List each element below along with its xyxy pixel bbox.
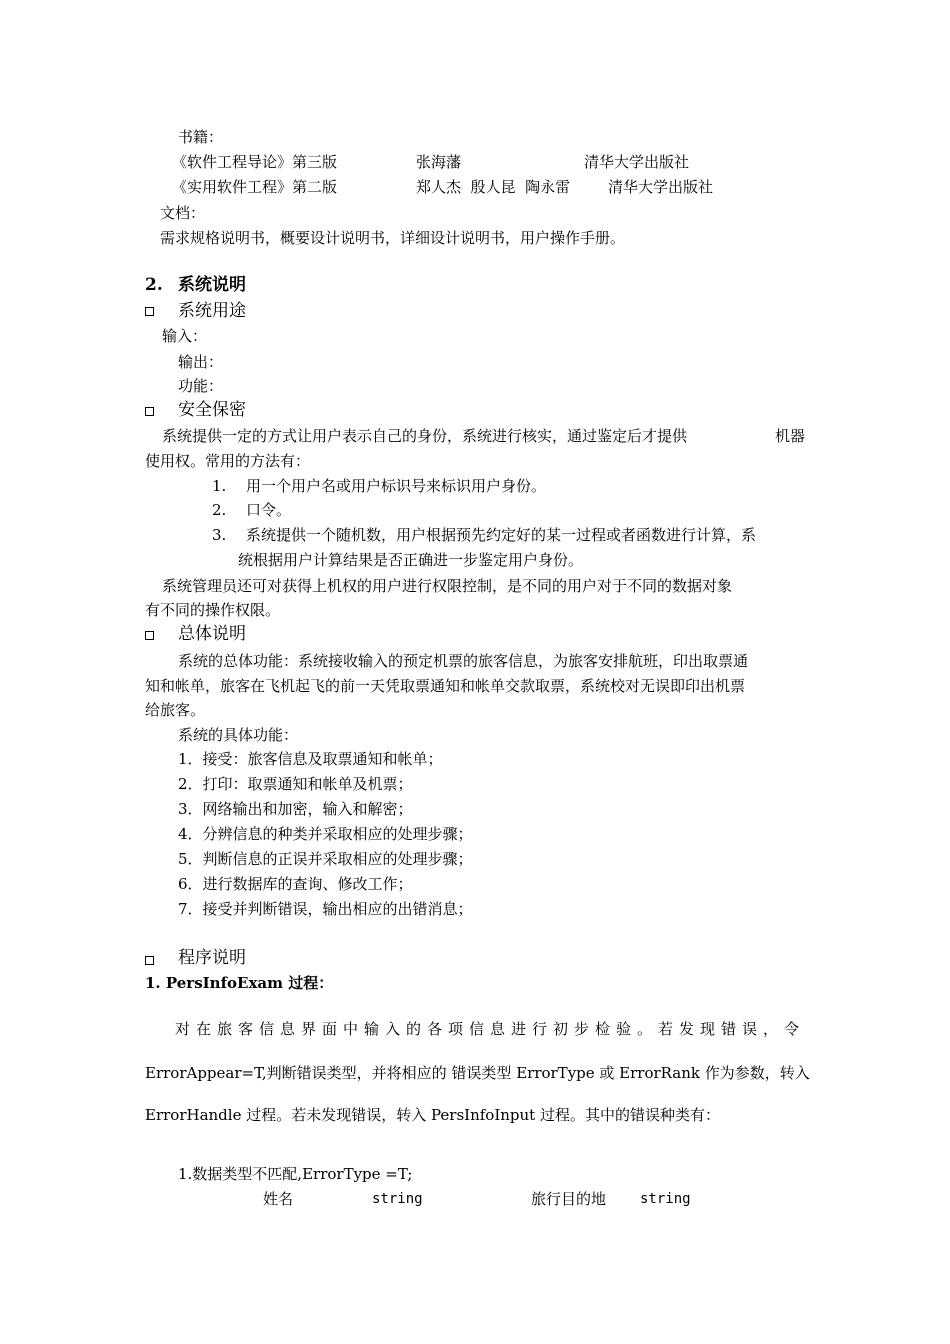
overview-para-line3: 给旅客。	[145, 701, 206, 719]
function-item: 1．接受：旅客信息及取票通知和帐单；	[178, 750, 443, 768]
overview-title: 总体说明	[178, 624, 246, 644]
overview-para-line2: 知和帐单，旅客在飞机起飞的前一天凭取票通知和帐单交款取票，系统校对无误即印出机票	[145, 677, 746, 695]
book2-publisher: 清华大学出版社	[608, 178, 714, 196]
field-type: string	[372, 1191, 423, 1207]
book2-author: 郑人杰 殷人昆 陶永雷	[416, 178, 571, 196]
overview-para-line1: 系统的总体功能：系统接收输入的预定机票的旅客信息，为旅客安排航班，印出取票通	[178, 652, 749, 670]
program-para-line1: 对在旅客信息界面中输入的各项信息进行初步检验。若发现错误，令	[175, 1020, 806, 1038]
square-bullet-icon	[145, 307, 154, 316]
security-intro-line2: 使用权。常用的方法有：	[145, 452, 311, 470]
method-number: 1.	[212, 477, 227, 495]
section-title: 系统说明	[178, 275, 246, 295]
field-type: string	[640, 1191, 691, 1207]
admin-line2: 有不同的操作权限。	[145, 601, 281, 619]
specific-functions-label: 系统的具体功能：	[178, 726, 299, 744]
book2-title: 《实用软件工程》第二版	[172, 178, 338, 196]
admin-line1: 系统管理员还可对获得上机权的用户进行权限控制，是不同的用户对于不同的数据对象	[162, 577, 733, 595]
book1-title: 《软件工程导论》第三版	[172, 153, 338, 171]
docs-text: 需求规格说明书，概要设计说明书，详细设计说明书，用户操作手册。	[160, 229, 626, 247]
book1-publisher: 清华大学出版社	[584, 153, 690, 171]
function-item: 6．进行数据库的查询、修改工作；	[178, 875, 413, 893]
books-label: 书籍：	[178, 128, 224, 146]
method-text: 口令。	[246, 501, 292, 519]
function-item: 4．分辨信息的种类并采取相应的处理步骤；	[178, 825, 473, 843]
security-title: 安全保密	[178, 400, 246, 420]
purpose-output: 输出：	[178, 353, 224, 371]
section-number: 2.	[145, 275, 163, 295]
security-intro-line1-end: 机器	[775, 427, 806, 445]
program-para-line2: ErrorAppear=T,判断错误类型，并将相应的 错误类型 ErrorType 或 ErrorRank 作为参数，转入	[145, 1064, 810, 1082]
square-bullet-icon	[145, 407, 154, 416]
purpose-function: 功能：	[178, 377, 224, 395]
square-bullet-icon	[145, 956, 154, 965]
program-para-line3: ErrorHandle 过程。若未发现错误，转入 PersInfoInput 过程。其中的错误种类有：	[145, 1106, 720, 1124]
program-title: 程序说明	[178, 948, 246, 968]
function-item: 2．打印：取票通知和帐单及机票；	[178, 775, 413, 793]
method-text-continued: 统根据用户计算结果是否正确进一步鉴定用户身份。	[238, 551, 584, 569]
program-subtitle: 1. PersInfoExam 过程：	[145, 974, 334, 992]
function-item: 7．接受并判断错误，输出相应的出错消息；	[178, 900, 473, 918]
method-number: 2.	[212, 501, 227, 519]
field-name: 姓名	[263, 1190, 294, 1208]
method-text: 用一个用户名或用户标识号来标识用户身份。	[246, 477, 547, 495]
purpose-title: 系统用途	[178, 301, 246, 321]
field-name: 旅行目的地	[531, 1190, 607, 1208]
security-intro-line1: 系统提供一定的方式让用户表示自己的身份，系统进行核实，通过鉴定后才提供	[162, 427, 688, 445]
error-type-1: 1.数据类型不匹配,ErrorType =T;	[178, 1165, 413, 1183]
square-bullet-icon	[145, 631, 154, 640]
method-text: 系统提供一个随机数，用户根据预先约定好的某一过程或者函数进行计算，系	[246, 526, 757, 544]
docs-label: 文档：	[160, 204, 206, 222]
purpose-input: 输入：	[162, 327, 208, 345]
function-item: 3．网络输出和加密，输入和解密；	[178, 800, 413, 818]
function-item: 5．判断信息的正误并采取相应的处理步骤；	[178, 850, 473, 868]
book1-author: 张海藩	[416, 153, 462, 171]
method-number: 3.	[212, 526, 227, 544]
